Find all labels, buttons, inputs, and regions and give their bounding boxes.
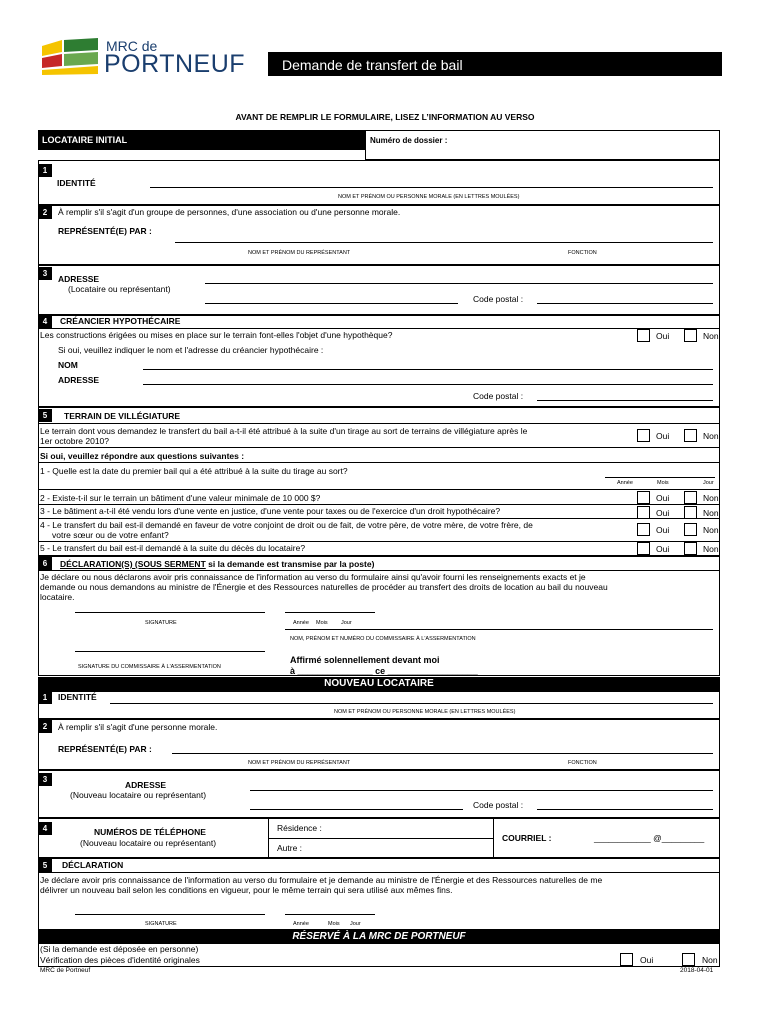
divider	[38, 541, 720, 542]
mois-label: Mois	[316, 620, 328, 626]
creancier-adresse-input[interactable]	[143, 384, 713, 385]
tel-sub: (Nouveau locataire ou représentant)	[80, 838, 217, 848]
nom-label: NOM	[58, 360, 78, 370]
section-number: 5	[38, 409, 52, 422]
date-input[interactable]	[285, 612, 375, 613]
adresse-label: ADRESSE	[58, 274, 100, 284]
logo-big-text: PORTNEUF	[104, 50, 246, 78]
s4-non-checkbox[interactable]	[684, 329, 697, 342]
identite-hint: NOM ET PRÉNOM OU PERSONNE MORALE (EN LETTRES MOULÉES)	[338, 194, 520, 200]
q2-non-checkbox[interactable]	[684, 491, 697, 504]
reserve-oui-checkbox[interactable]	[620, 953, 633, 966]
non-label: Non	[703, 525, 719, 535]
q4-text-a: 4 - Le transfert du bail est-il demandé en faveur de votre conjoint de droit ou de fait, de votre père, de votre mère, de votre frère, de	[40, 520, 533, 530]
non-label: Non	[702, 955, 718, 965]
oui-label: Oui	[656, 431, 670, 441]
oui-label: Oui	[656, 331, 670, 341]
nouveau-locataire-bar: NOUVEAU LOCATAIRE	[38, 677, 720, 691]
fonction-hint: FONCTION	[568, 760, 597, 766]
nouveau-code-postal-input[interactable]	[537, 809, 713, 810]
signature-hint: SIGNATURE	[145, 921, 177, 927]
oui-label: Oui	[656, 544, 670, 554]
s6-title-a: DÉCLARATION(S) (SOUS SERMENT	[60, 559, 206, 569]
q5-text: 5 - Le transfert du bail est-il demandé à la suite du décès du locataire?	[40, 543, 306, 553]
courriel-label: COURRIEL :	[502, 833, 552, 843]
nouveau-adresse-input-2[interactable]	[250, 809, 463, 810]
commissaire-signature-hint: SIGNATURE DU COMMISSAIRE À L'ASSERMENTATION	[78, 664, 221, 670]
section-number: 3	[38, 267, 52, 280]
s4-sub: Si oui, veuillez indiquer le nom et l'adresse du créancier hypothécaire :	[58, 345, 324, 355]
adresse-sub: (Locataire ou représentant)	[68, 284, 171, 294]
tel-label: NUMÉROS DE TÉLÉPHONE	[94, 827, 206, 837]
q3-text: 3 - Le bâtiment a-t-il été vendu lors d'une vente en justice, d'une vente pour taxes ou de l'exercice d'un droit hypothécaire?	[40, 506, 501, 516]
footer-left: MRC de Portneuf	[40, 967, 91, 974]
oui-label: Oui	[656, 525, 670, 535]
annee-label: Année	[617, 480, 633, 486]
nouveau-identite-input[interactable]	[110, 703, 713, 704]
s6-p3: locataire.	[40, 592, 75, 602]
adresse-sub: (Nouveau locataire ou représentant)	[70, 790, 207, 800]
residence-input[interactable]	[335, 819, 493, 837]
adresse-input-2[interactable]	[205, 303, 458, 304]
affirme-text: Affirmé solennellement devant moi	[290, 655, 440, 665]
code-postal-label: Code postal :	[473, 800, 524, 810]
section-number: 4	[38, 315, 52, 328]
commissaire-nom-hint: NOM, PRÉNOM ET NUMÉRO DU COMMISSAIRE À L'ASSERMENTATION	[290, 636, 476, 642]
identite-label: IDENTITÉ	[57, 178, 96, 188]
page-title: Demande de transfert de bail	[282, 57, 463, 73]
s5-question-1: Le terrain dont vous demandez le transfert du bail a-t-il été attribué à la suite d'un tirage au sort de terrains de villégiature après le	[40, 426, 528, 436]
mois-label: Mois	[657, 480, 669, 486]
adresse2-label: ADRESSE	[58, 375, 100, 385]
s5-title: TERRAIN DE VILLÉGIATURE	[64, 411, 181, 421]
jour-label: Jour	[350, 921, 361, 927]
title-bar	[268, 52, 722, 76]
divider	[38, 462, 720, 463]
dossier-box[interactable]	[365, 130, 720, 160]
q1-text: 1 - Quelle est la date du premier bail qui a été attribué à la suite du tirage au sort?	[40, 466, 348, 476]
logo-small-text: MRC de	[106, 38, 158, 54]
q4-text-b: votre sœur ou de votre enfant?	[52, 530, 169, 540]
commissaire-nom-input[interactable]	[285, 629, 713, 630]
nouveau-signature-input[interactable]	[75, 914, 265, 915]
dossier-label: Numéro de dossier :	[370, 136, 448, 145]
q4-non-checkbox[interactable]	[684, 523, 697, 536]
signature-hint: SIGNATURE	[145, 620, 177, 626]
s4-oui-checkbox[interactable]	[637, 329, 650, 342]
divider	[38, 328, 720, 329]
identite-hint: NOM ET PRÉNOM OU PERSONNE MORALE (EN LETTRES MOULÉES)	[334, 709, 516, 715]
s6-p1: Je déclare ou nous déclarons avoir pris connaissance de l'information au verso du formulaire ainsi qu'avoir fourni les renseignements exacts et je	[40, 572, 586, 582]
identite-input[interactable]	[150, 187, 713, 188]
creancier-nom-input[interactable]	[143, 369, 713, 370]
section-number: 1	[38, 164, 52, 177]
a-ce-text: à _______________ ce __________________	[290, 666, 478, 676]
creancier-code-postal-input[interactable]	[537, 400, 713, 401]
q2-oui-checkbox[interactable]	[637, 491, 650, 504]
annee-label: Année	[293, 620, 309, 626]
section-number: 2	[38, 206, 52, 219]
avant-notice: AVANT DE REMPLIR LE FORMULAIRE, LISEZ L’INFORMATION AU VERSO	[235, 112, 535, 122]
rep-hint: NOM ET PRÉNOM DU REPRÉSENTANT	[248, 250, 351, 256]
signature-input[interactable]	[75, 612, 265, 613]
code-postal-input[interactable]	[537, 303, 713, 304]
s6-title-b: si la demande est transmise par la poste)	[205, 559, 375, 569]
oui-label: Oui	[656, 508, 670, 518]
residence-label: Résidence :	[277, 823, 322, 833]
section-number: 3	[38, 773, 52, 786]
mrc-logo	[40, 38, 102, 76]
divider	[38, 872, 720, 873]
q4-oui-checkbox[interactable]	[637, 523, 650, 536]
represente-input[interactable]	[175, 242, 713, 243]
s4-question: Les constructions érigées ou mises en place sur le terrain font-elles l'objet d'une hypothèque?	[40, 330, 393, 340]
rep-hint: NOM ET PRÉNOM DU REPRÉSENTANT	[248, 760, 351, 766]
annee-label: Année	[293, 921, 309, 927]
adresse-label: ADRESSE	[125, 780, 167, 790]
s5-question-2: 1er octobre 2010?	[40, 436, 109, 446]
divider	[38, 489, 720, 490]
divider	[38, 504, 720, 505]
s5-sioui: Si oui, veuillez répondre aux questions suivantes :	[40, 451, 245, 461]
nouveau-date-input[interactable]	[285, 914, 375, 915]
non-label: Non	[703, 331, 719, 341]
section-number: 6	[38, 557, 52, 570]
divider	[38, 447, 720, 448]
oui-label: Oui	[640, 955, 654, 965]
identite-label: IDENTITÉ	[58, 692, 97, 702]
divider	[38, 570, 720, 571]
reserve-non-checkbox[interactable]	[682, 953, 695, 966]
section-number: 5	[38, 859, 52, 872]
nouveau-represente-input[interactable]	[172, 753, 713, 754]
oui-label: Oui	[656, 493, 670, 503]
section-number: 1	[38, 691, 52, 704]
autre-input[interactable]	[335, 839, 493, 857]
non-label: Non	[703, 493, 719, 503]
footer-date: 2018-04-01	[680, 967, 714, 974]
q1-date-input[interactable]	[605, 477, 715, 478]
q5-oui-checkbox[interactable]	[637, 542, 650, 555]
code-postal2-label: Code postal :	[473, 391, 524, 401]
q2-text: 2 - Existe-t-il sur le terrain un bâtiment d'une valeur minimale de 10 000 $?	[40, 493, 321, 503]
adresse-input[interactable]	[205, 283, 713, 284]
mois-label: Mois	[328, 921, 340, 927]
s4-title: CRÉANCIER HYPOTHÉCAIRE	[60, 316, 181, 326]
s6-title	[60, 560, 374, 569]
logo-mark-icon	[40, 38, 102, 76]
non-label: Non	[703, 431, 719, 441]
s6-p2: demande ou nous demandons au ministre de l'Énergie et des Ressources naturelles de procéder au transfert des droits de location au bail du nouveau	[40, 582, 608, 592]
represente-label: REPRÉSENTÉ(E) PAR :	[58, 226, 152, 236]
commissaire-signature-input[interactable]	[75, 651, 265, 652]
section-number: 2	[38, 720, 52, 733]
jour-label: Jour	[703, 480, 714, 486]
non-label: Non	[703, 508, 719, 518]
decl-p1: Je déclare avoir pris connaissance de l'information au verso du formulaire et je demande au ministre de l'Énergie et des Ressources naturelles de me	[40, 875, 603, 885]
decl-p2: délivrer un nouveau bail selon les conditions en vigueur, pour le même terrain qui sera utilisé aux mêmes fins.	[40, 885, 453, 895]
reserve-line-1: (Si la demande est déposée en personne)	[40, 944, 199, 954]
represente-label: REPRÉSENTÉ(E) PAR :	[58, 744, 152, 754]
reserve-bar: RÉSERVÉ À LA MRC DE PORTNEUF	[38, 930, 720, 943]
locataire-initial-bar: LOCATAIRE INITIAL	[38, 130, 365, 150]
divider	[38, 423, 720, 424]
autre-label: Autre :	[277, 843, 303, 853]
s2-text: À remplir s'il s'agit d'un groupe de personnes, d'une association ou d'une personne morale.	[58, 207, 401, 217]
jour-label: Jour	[341, 620, 352, 626]
s5-oui-checkbox[interactable]	[637, 429, 650, 442]
non-label: Non	[703, 544, 719, 554]
code-postal-label: Code postal :	[473, 294, 524, 304]
q5-non-checkbox[interactable]	[684, 542, 697, 555]
s2-text: À remplir s'il s'agit d'une personne morale.	[58, 722, 218, 732]
s5-non-checkbox[interactable]	[684, 429, 697, 442]
reserve-line-2: Vérification des pièces d'identité originales	[40, 955, 200, 965]
fonction-hint: FONCTION	[568, 250, 597, 256]
nouveau-adresse-input[interactable]	[250, 790, 713, 791]
courriel-input[interactable]: ____________ @_________	[594, 833, 705, 843]
divider	[38, 518, 720, 519]
section-number: 4	[38, 822, 52, 835]
declaration-label: DÉCLARATION	[62, 860, 124, 870]
